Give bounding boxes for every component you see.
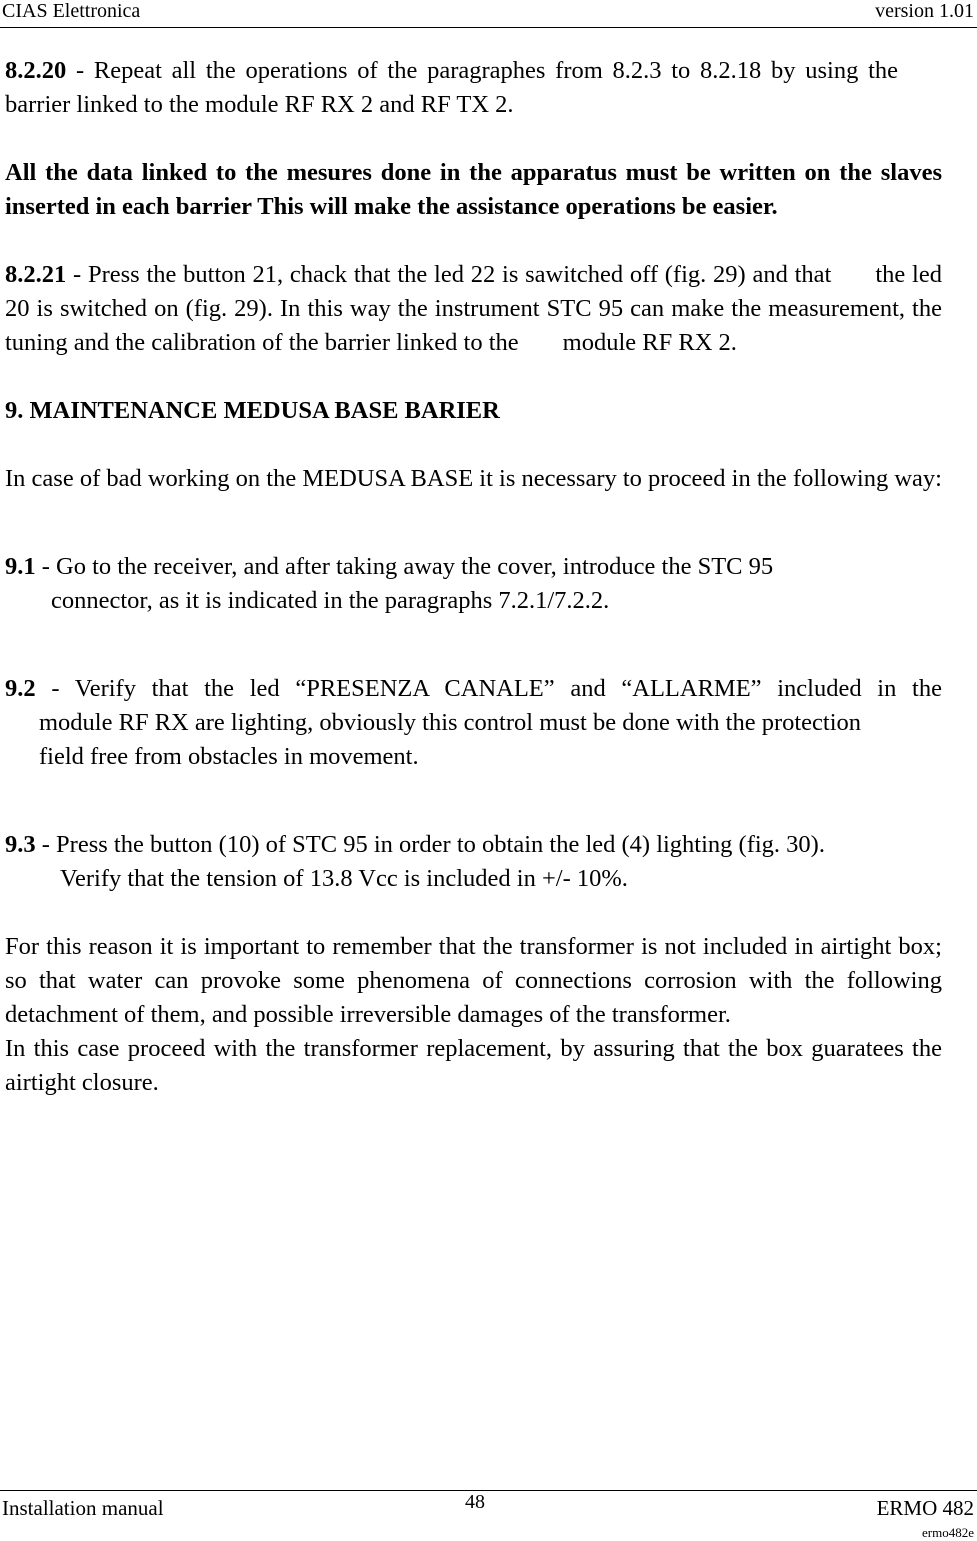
footer-model: ERMO 482 — [876, 1496, 974, 1520]
section-heading-9: 9. MAINTENANCE MEDUSA BASE BARIER — [5, 397, 500, 424]
replacement-paragraph: In this case proceed with the transformer replacement, by assuring that the box guaratees the airtight closure. — [5, 1035, 942, 1096]
paragraph-9-2-line2: module RF RX are lighting, obviously this control must be done with the protection — [39, 709, 862, 736]
header-company: CIAS Elettronica — [2, 0, 141, 22]
paragraph-text: barrier linked to the module RF RX 2 and RF TX 2. — [5, 91, 514, 118]
note-text: All the data linked to the mesures done in the apparatus must be written on the slaves inserted in each barrier This will make the assistance operations be easier. — [5, 159, 942, 220]
paragraph-text: the led 20 is switched on (fig. 29). In this way the instrument STC 95 can make the measurement, the tuning and the calibration of the barrier linked to the — [5, 261, 942, 356]
intro-paragraph: In case of bad working on the MEDUSA BASE it is necessary to proceed in the following way: — [5, 465, 942, 492]
transformer-paragraph: For this reason it is important to remember that the transformer is not included in airtight box; so that water can provoke some phenomena of connections corrosion with the following detachment of them, and possible irreversible damages of the transformer. — [5, 933, 942, 1028]
page-footer — [0, 1490, 977, 1540]
page-body — [5, 54, 942, 1100]
paragraph-8-2-20 — [5, 54, 942, 122]
paragraph-number: 9.1 — [5, 553, 36, 580]
paragraph-text: - Go to the receiver, and after taking away the cover, introduce the STC 95 — [35, 553, 774, 580]
paragraph-number: 8.2.20 — [5, 57, 67, 84]
note-paragraph — [5, 156, 942, 224]
paragraph-9-3 — [5, 828, 942, 862]
header-version: version 1.01 — [875, 0, 974, 22]
paragraph-8-2-21 — [5, 258, 942, 360]
footer-code: ermo482e — [922, 1525, 974, 1540]
footer-manual: Installation manual — [2, 1496, 164, 1520]
paragraph-9-1 — [5, 550, 942, 584]
paragraph-9-2-line3: field free from obstacles in movement. — [39, 743, 419, 770]
paragraph-text: - Press the button 21, chack that the led 22 is sawitched off (fig. 29) and that — [66, 261, 832, 288]
paragraph-text: - Press the button (10) of STC 95 in order to obtain the led (4) lighting (fig. 30). — [35, 831, 825, 858]
paragraph-text: - Repeat all the operations of the paragraphes from 8.2.3 to 8.2.18 by using the — [66, 57, 898, 84]
paragraph-text: module RF RX 2. — [562, 329, 737, 356]
paragraph-text: - Verify that the led “PRESENZA CANALE” and “ALLARME” included in the — [35, 675, 942, 702]
paragraph-9-2 — [5, 672, 942, 706]
paragraph-9-1-line2: connector, as it is indicated in the paragraphs 7.2.1/7.2.2. — [51, 587, 610, 614]
paragraph-9-3-line2: Verify that the tension of 13.8 Vcc is included in +/- 10%. — [60, 865, 628, 892]
page-header — [0, 0, 977, 28]
paragraph-number: 8.2.21 — [5, 261, 67, 288]
footer-page-number: 48 — [465, 1491, 485, 1513]
paragraph-number: 9.2 — [5, 675, 36, 702]
paragraph-number: 9.3 — [5, 831, 36, 858]
